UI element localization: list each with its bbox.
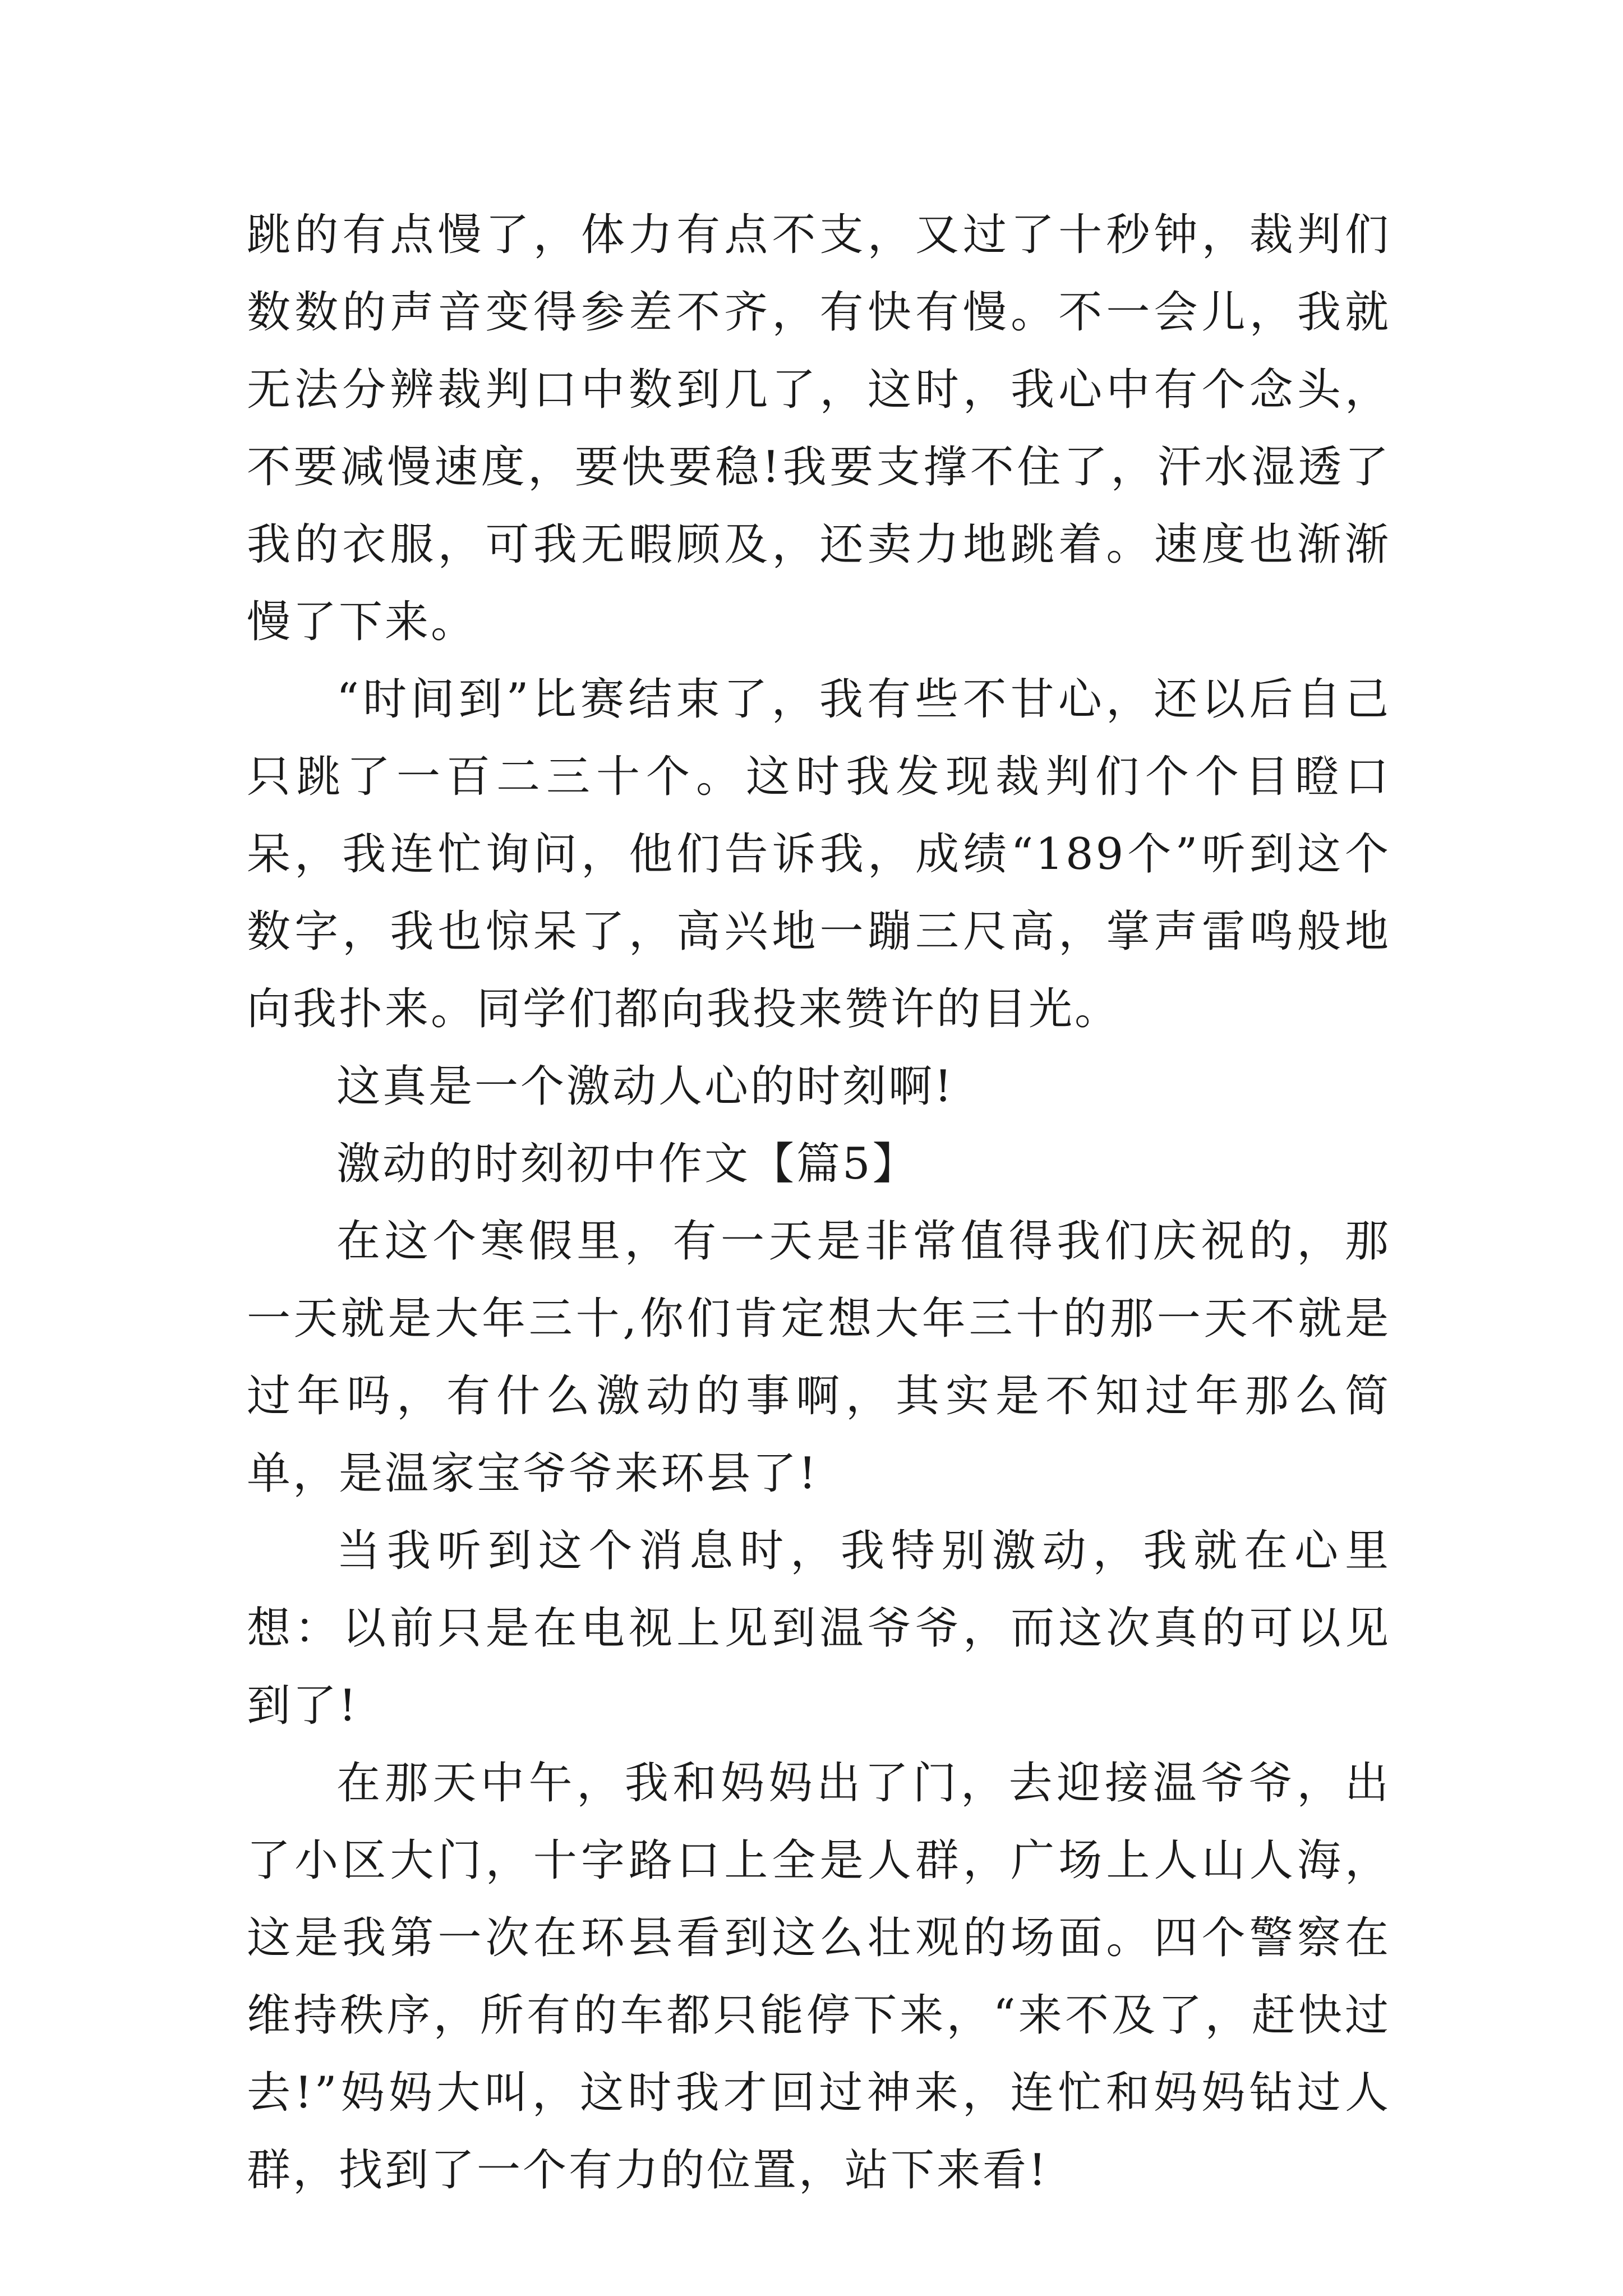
paragraph-2: “时间到”比赛结束了，我有些不甘心，还以后自己只跳了一百二三十个。这时我发现裁判们个个目瞪口呆，我连忙询问，他们告诉我，成绩“189个”听到这个数字，我也惊呆了，高兴地一蹦三尺高，掌声雷鸣般地向我扑来。同学们都向我投来赞许的目光。 [247,674,1391,1034]
paragraph-6: 当我听到这个消息时，我特别激动，我就在心里想：以前只是在电视上见到温爷爷，而这次真的可以见到了! [247,1526,1391,1731]
section-heading: 激动的时刻初中作文【篇5】 [336,1139,919,1189]
paragraph-3: 这真是一个激动人心的时刻啊! [336,1061,955,1112]
essay-body [247,196,1391,2209]
paragraph-5: 在这个寒假里，有一天是非常值得我们庆祝的，那一天就是大年三十,你们肯定想大年三十的那一天不就是过年吗，有什么激动的事啊，其实是不知过年那么简单，是温家宝爷爷来环县了! [247,1216,1391,1499]
paragraph-7: 在那天中午，我和妈妈出了门，去迎接温爷爷，出了小区大门，十字路口上全是人群，广场上人山人海，这是我第一次在环县看到这么壮观的场面。四个警察在维持秩序，所有的车都只能停下来，“来不及了，赶快过去!”妈妈大叫，这时我才回过神来，连忙和妈妈钻过人群，找到了一个有力的位置，站下来看! [247,1758,1391,2196]
paragraph-1: 跳的有点慢了，体力有点不支，又过了十秒钟，裁判们数数的声音变得参差不齐，有快有慢。不一会儿，我就无法分辨裁判口中数到几了，这时，我心中有个念头，不要减慢速度，要快要稳!我要支撑不住了，汗水湿透了我的衣服，可我无暇顾及，还卖力地跳着。速度也渐渐慢了下来。 [247,210,1391,647]
